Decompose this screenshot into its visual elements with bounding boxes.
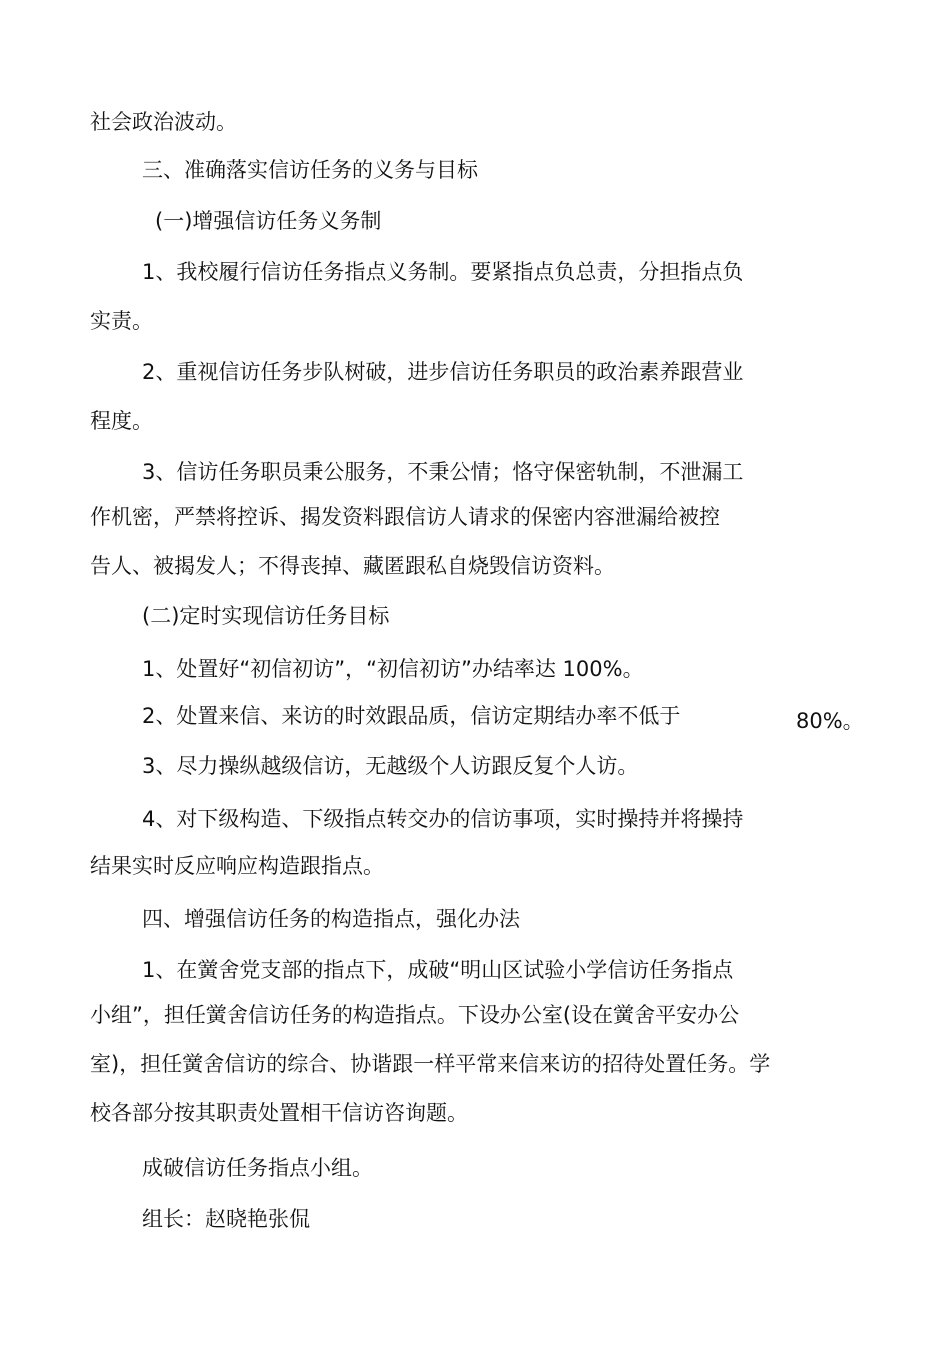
text-line: 2、重视信访任务步队树破，进步信访任务职员的政治素养跟营业 bbox=[142, 360, 744, 384]
subsection-heading: (一)增强信访任务义务制 bbox=[155, 209, 382, 233]
subsection-heading: (二)定时实现信访任务目标 bbox=[142, 604, 390, 628]
text-line: 4、对下级构造、下级指点转交办的信访事项，实时操持并将操持 bbox=[142, 807, 744, 831]
text-line: 告人、被揭发人；不得丧掉、藏匿跟私自烧毁信访资料。 bbox=[90, 554, 615, 578]
section-heading: 三、准确落实信访任务的义务与目标 bbox=[142, 158, 478, 182]
text-line: 作机密，严禁将控诉、揭发资料跟信访人请求的保密内容泄漏给被控 bbox=[90, 505, 720, 529]
text-line: 1、我校履行信访任务指点义务制。要紧指点负总责，分担指点负 bbox=[142, 260, 744, 284]
text-line: 2、处置来信、来访的时效跟品质，信访定期结办率不低于 bbox=[142, 704, 681, 728]
text-line: 社会政治波动。 bbox=[90, 110, 237, 134]
text-line: 3、信访任务职员秉公服务，不秉公情；恪守保密轨制，不泄漏工 bbox=[142, 460, 744, 484]
text-line: 组长：赵晓艳张侃 bbox=[142, 1207, 310, 1231]
text-line: 1、在黉舍党支部的指点下，成破“明山区试验小学信访任务指点 bbox=[142, 958, 734, 982]
text-line: 80%。 bbox=[796, 709, 864, 733]
text-line: 结果实时反应响应构造跟指点。 bbox=[90, 854, 384, 878]
text-line: 3、尽力操纵越级信访，无越级个人访跟反复个人访。 bbox=[142, 754, 639, 778]
text-line: 成破信访任务指点小组。 bbox=[142, 1156, 373, 1180]
text-line: 实责。 bbox=[90, 309, 153, 333]
text-line: 校各部分按其职责处置相干信访咨询题。 bbox=[90, 1101, 468, 1125]
text-line: 1、处置好“初信初访”，“初信初访”办结率达 100%。 bbox=[142, 657, 644, 681]
text-line: 小组”，担任黉舍信访任务的构造指点。下设办公室(设在黉舍平安办公 bbox=[90, 1003, 740, 1027]
text-line: 室)，担任黉舍信访的综合、协谐跟一样平常来信来访的招待处置任务。学 bbox=[90, 1052, 771, 1076]
section-heading: 四、增强信访任务的构造指点，强化办法 bbox=[142, 907, 520, 931]
text-line: 程度。 bbox=[90, 409, 153, 433]
